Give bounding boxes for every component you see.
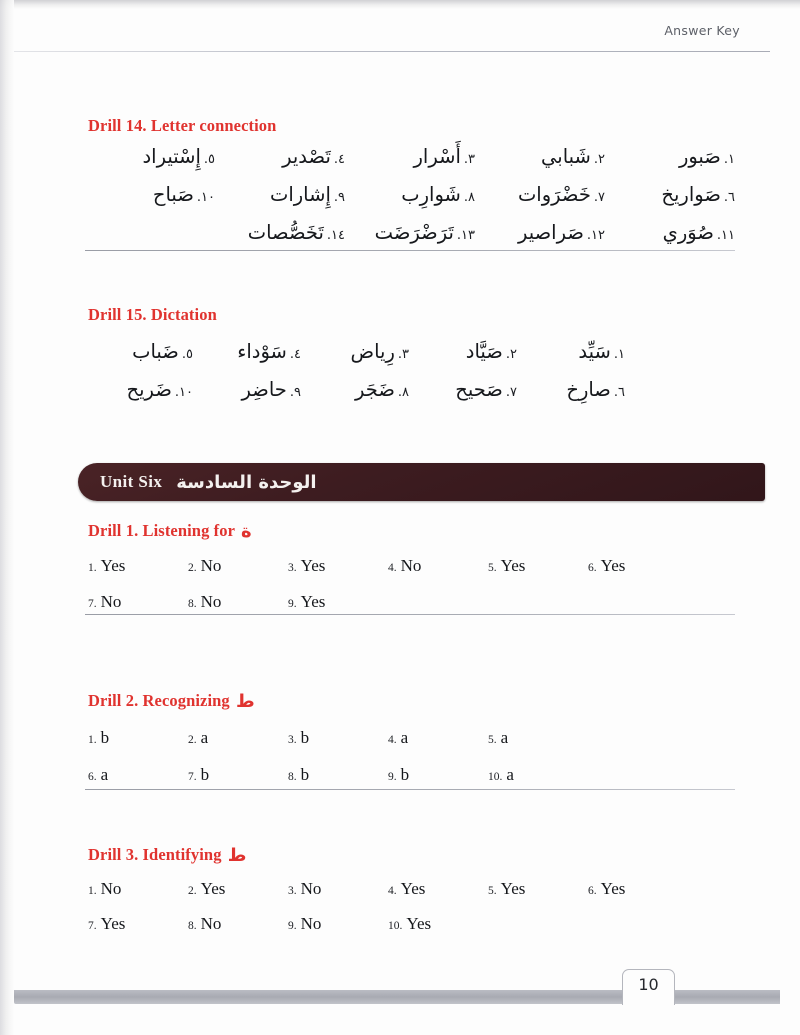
answer-item	[215, 221, 345, 244]
answer-number: 4.	[388, 562, 397, 574]
answer-number: 9.	[288, 598, 297, 610]
answer-number: ١٣.	[456, 228, 475, 243]
answer-number: ٥.	[203, 152, 215, 167]
answer-item	[301, 378, 409, 401]
answer-number: ٦.	[723, 190, 735, 205]
answer-value: b	[300, 765, 310, 784]
answer-value: a	[500, 728, 509, 747]
answer-number: 5.	[488, 562, 497, 574]
answer-item	[288, 556, 388, 576]
answer-value: Yes	[500, 879, 526, 898]
running-header	[0, 22, 770, 40]
answer-number: ٢.	[505, 347, 517, 362]
answer-value: b	[400, 765, 410, 784]
answer-value: Yes	[300, 556, 326, 575]
answer-item	[517, 340, 625, 363]
drill-1-row-2	[88, 592, 388, 612]
answer-item	[88, 592, 188, 612]
taa-marbuta-icon: ة	[240, 521, 252, 542]
answer-item	[488, 765, 588, 785]
answer-item	[88, 728, 188, 748]
drill-2-title	[88, 691, 255, 712]
answer-number: ٣.	[463, 152, 475, 167]
answer-number: 2.	[188, 562, 197, 574]
answer-item	[288, 765, 388, 785]
answer-item	[88, 879, 188, 899]
answer-item	[85, 378, 193, 401]
answer-number: ٣.	[397, 347, 409, 362]
answer-word: شَبابي	[541, 145, 591, 168]
drill-3-row-1	[88, 879, 688, 899]
drill-15-row-2	[85, 378, 625, 401]
page-left-edge-shadow	[0, 0, 14, 1035]
answer-number: 8.	[188, 920, 197, 932]
answer-number: ٦.	[613, 385, 625, 400]
unit-banner-english: Unit Six	[100, 472, 163, 491]
answer-number: 7.	[188, 771, 197, 783]
answer-item	[188, 914, 288, 934]
answer-item	[475, 145, 605, 168]
answer-number: 3.	[288, 734, 297, 746]
unit-banner-arabic: الوحدة السادسة	[176, 471, 317, 493]
answer-number: 7.	[88, 920, 97, 932]
answer-number: 5.	[488, 885, 497, 897]
answer-value: Yes	[406, 914, 432, 933]
page-number: 10	[638, 975, 659, 994]
answer-number: ٤.	[289, 347, 301, 362]
answer-value: No	[400, 556, 422, 575]
answer-item	[388, 914, 488, 934]
answer-item	[588, 879, 688, 899]
answer-value: Yes	[600, 879, 626, 898]
answer-number: ١٤.	[326, 228, 345, 243]
header-rule	[14, 51, 770, 52]
drill-14-separator	[85, 250, 735, 251]
answer-item	[188, 592, 288, 612]
answer-word: صَواريخ	[661, 183, 721, 206]
answer-value: Yes	[600, 556, 626, 575]
unit-six-banner	[78, 463, 765, 501]
answer-value: Yes	[100, 914, 126, 933]
answer-word: رِياض	[350, 340, 395, 363]
page-top-shadow	[0, 0, 800, 9]
answer-word: سَيِّد	[578, 340, 611, 363]
answer-number: ٨.	[463, 190, 475, 205]
answer-value: Yes	[400, 879, 426, 898]
answer-item	[388, 556, 488, 576]
answer-word: صَبور	[678, 145, 721, 168]
answer-value: b	[200, 765, 210, 784]
drill-3-title	[88, 845, 246, 866]
answer-item	[345, 183, 475, 206]
answer-value: Yes	[300, 592, 326, 611]
answer-item	[288, 728, 388, 748]
answer-number: 2.	[188, 885, 197, 897]
answer-word: ضَجَر	[354, 378, 395, 401]
answer-word: تَرَضْرَضَت	[374, 221, 454, 244]
answer-word: صَراصير	[517, 221, 584, 244]
answer-item	[345, 221, 475, 244]
answer-item	[388, 728, 488, 748]
answer-number: 9.	[288, 920, 297, 932]
answer-value: No	[300, 914, 322, 933]
drill-14-row-3	[85, 221, 735, 244]
drill-2-row-1	[88, 728, 588, 748]
answer-item	[85, 340, 193, 363]
answer-number: 7.	[88, 598, 97, 610]
drill-1-title	[88, 521, 252, 542]
answer-item	[193, 378, 301, 401]
answer-item	[188, 765, 288, 785]
answer-value: No	[300, 879, 322, 898]
drill-14-row-1	[85, 145, 735, 168]
drill-14-row-2	[85, 183, 735, 206]
answer-number: 8.	[188, 598, 197, 610]
answer-number: ٧.	[593, 190, 605, 205]
answer-number: 2.	[188, 734, 197, 746]
answer-value: b	[100, 728, 110, 747]
answer-number: ١.	[723, 152, 735, 167]
taa-icon: ط	[236, 691, 255, 712]
answer-word: صَحيح	[455, 378, 503, 401]
header-title: Answer Key	[664, 23, 740, 38]
answer-word: إِشارات	[269, 183, 331, 206]
answer-item	[215, 145, 345, 168]
answer-word: سَوْداء	[237, 340, 287, 363]
answer-word: تَخَصُّصات	[247, 221, 324, 244]
answer-item	[85, 183, 215, 206]
answer-word: ضَريح	[126, 378, 172, 401]
answer-number: 4.	[388, 734, 397, 746]
answer-item	[409, 340, 517, 363]
answer-number: 5.	[488, 734, 497, 746]
answer-item	[475, 221, 605, 244]
answer-item	[188, 728, 288, 748]
answer-value: No	[200, 592, 222, 611]
answer-number: 6.	[588, 885, 597, 897]
answer-item	[409, 378, 517, 401]
answer-item	[288, 914, 388, 934]
drill-1-title-text: Drill 1. Listening for	[88, 521, 239, 540]
answer-item	[517, 378, 625, 401]
answer-item	[605, 145, 735, 168]
answer-number: 6.	[588, 562, 597, 574]
answer-item	[605, 183, 735, 206]
answer-item	[88, 914, 188, 934]
answer-item	[588, 556, 688, 576]
answer-number: 6.	[88, 771, 97, 783]
answer-item	[388, 879, 488, 899]
drill-1-separator	[85, 614, 735, 615]
answer-item	[488, 879, 588, 899]
answer-item	[193, 340, 301, 363]
answer-value: No	[200, 556, 222, 575]
answer-number: ٩.	[333, 190, 345, 205]
answer-number: ٤.	[333, 152, 345, 167]
answer-word: خَضْرَوات	[517, 183, 591, 206]
answer-word: صارِخ	[566, 378, 611, 401]
answer-word: أَسْرار	[413, 145, 461, 168]
answer-word: صَيَّاد	[465, 340, 503, 363]
drill-2-row-2	[88, 765, 588, 785]
answer-value: b	[300, 728, 310, 747]
drill-15-row-1	[85, 340, 625, 363]
footer-bar-right	[672, 990, 780, 1004]
answer-number: ٨.	[397, 385, 409, 400]
answer-number: 9.	[388, 771, 397, 783]
answer-value: Yes	[200, 879, 226, 898]
answer-word: تَصْدير	[282, 145, 331, 168]
answer-value: Yes	[500, 556, 526, 575]
answer-value: a	[400, 728, 409, 747]
answer-value: Yes	[100, 556, 126, 575]
answer-number: 3.	[288, 562, 297, 574]
answer-item	[605, 221, 735, 244]
taa-icon-2: ط	[227, 845, 247, 866]
answer-number: 3.	[288, 885, 297, 897]
answer-item	[488, 728, 588, 748]
answer-number: 4.	[388, 885, 397, 897]
answer-number: ٩.	[289, 385, 301, 400]
answer-word: شَوارِب	[401, 183, 461, 206]
answer-item	[215, 183, 345, 206]
drill-3-row-2	[88, 914, 488, 934]
answer-number: ٧.	[505, 385, 517, 400]
answer-number: ٢.	[593, 152, 605, 167]
answer-number: ١١.	[716, 228, 735, 243]
answer-number: ١٠.	[174, 385, 193, 400]
answer-item	[85, 145, 215, 168]
answer-item	[88, 765, 188, 785]
answer-word: صُوَري	[662, 221, 714, 244]
answer-value: No	[100, 879, 122, 898]
drill-2-separator	[85, 789, 735, 790]
answer-number: ١٠.	[196, 190, 215, 205]
answer-word: حاضِر	[241, 378, 287, 401]
answer-number: ١٢.	[586, 228, 605, 243]
answer-number: 1.	[88, 562, 97, 574]
answer-item	[475, 183, 605, 206]
answer-value: a	[506, 765, 514, 784]
answer-value: a	[100, 765, 109, 784]
drill-2-title-text: Drill 2. Recognizing	[88, 691, 234, 710]
answer-number: 1.	[88, 885, 97, 897]
answer-value: No	[200, 914, 222, 933]
answer-item	[288, 592, 388, 612]
answer-item	[388, 765, 488, 785]
drill-14-title: Drill 14. Letter connection	[88, 116, 277, 135]
answer-word: ضَباب	[132, 340, 179, 363]
answer-word: صَباح	[152, 183, 194, 206]
answer-number: ١.	[613, 347, 625, 362]
answer-item	[345, 145, 475, 168]
drill-1-row-1	[88, 556, 688, 576]
answer-number: 10.	[388, 920, 403, 932]
answer-item	[88, 556, 188, 576]
answer-item	[188, 556, 288, 576]
answer-item	[301, 340, 409, 363]
answer-item	[288, 879, 388, 899]
answer-value: a	[200, 728, 209, 747]
answer-number: 1.	[88, 734, 97, 746]
answer-number: 8.	[288, 771, 297, 783]
answer-number: ٥.	[181, 347, 193, 362]
answer-item	[188, 879, 288, 899]
answer-value: No	[100, 592, 122, 611]
drill-3-title-text: Drill 3. Identifying	[88, 845, 226, 864]
answer-item	[488, 556, 588, 576]
footer-bar-left	[14, 990, 625, 1004]
answer-word: إِسْتيراد	[142, 145, 201, 168]
answer-number: 10.	[488, 771, 503, 783]
drill-15-title: Drill 15. Dictation	[88, 305, 217, 324]
